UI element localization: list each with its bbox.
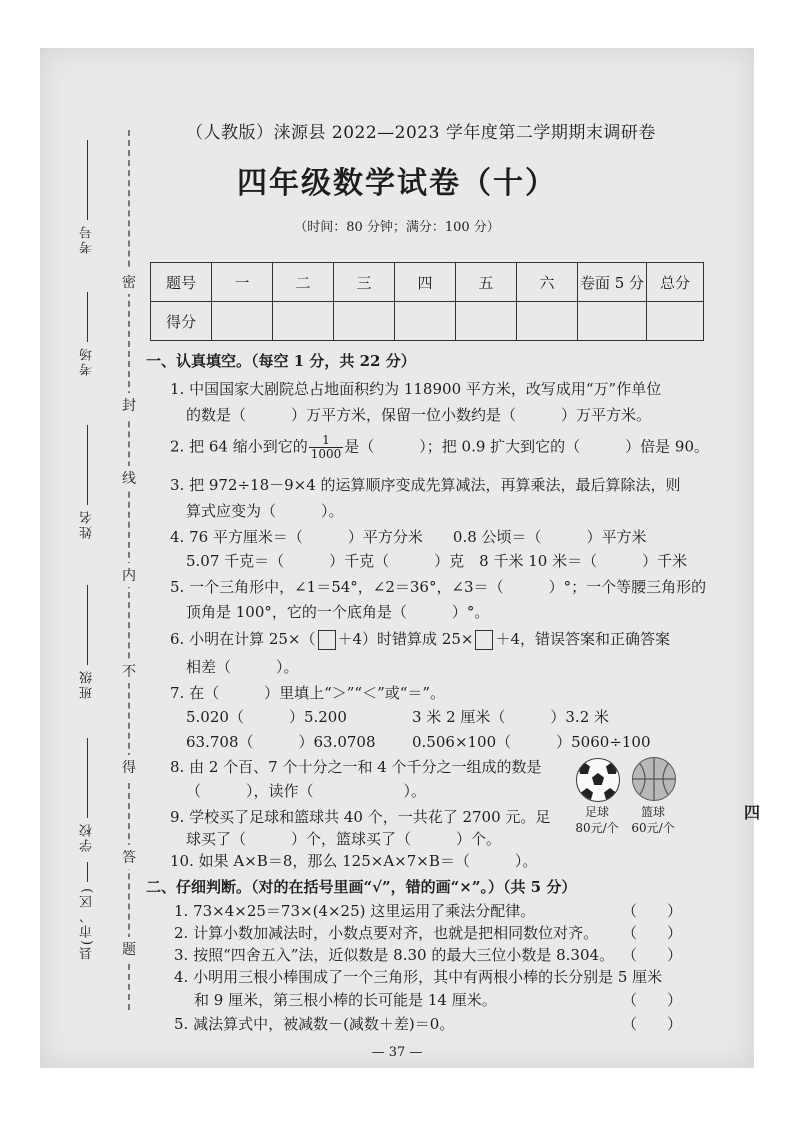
seal-char: 不: [122, 659, 136, 683]
side-field-exam-room: 考场: [78, 292, 97, 376]
question-text: 是（ ）；把 0.9 扩大到它的（ ）倍是 90。: [344, 437, 710, 456]
blank-box: [318, 630, 336, 650]
time-note: （时间：80 分钟；满分：100 分）: [294, 220, 500, 235]
table-cell: 二: [273, 263, 334, 302]
table-cell: 一: [212, 263, 273, 302]
blank-box: [475, 630, 493, 650]
answer-paren[interactable]: （ ）: [622, 1015, 683, 1033]
judgement-item: 3. 按照“四舍五入”法，近似数是 8.30 的最大三位小数是 8.304。: [174, 946, 615, 964]
score-input-cell[interactable]: [212, 302, 273, 341]
score-table-score-row: [151, 302, 704, 341]
question-line: 5.020（ ）5.200: [186, 708, 347, 726]
question-line: 4. 76 平方厘米＝（ ）平方分米 0.8 公顷＝（ ）平方米: [170, 528, 647, 546]
side-field-class: 班级: [78, 585, 97, 699]
exam-title: 四年级数学试卷（十）: [237, 166, 557, 201]
question-line: 8. 由 2 个百、7 个十分之一和 4 个千分之一组成的数是: [170, 758, 542, 776]
table-cell: 四: [395, 263, 456, 302]
question-line: 算式应变为（ ）。: [186, 502, 344, 520]
side-field-school: 学校: [78, 738, 97, 852]
answer-paren[interactable]: （ ）: [622, 924, 683, 942]
section-heading-fill-blanks: 一、认真填空。（每空 1 分，共 22 分）: [146, 352, 416, 370]
soccer-price: 80元/个: [575, 821, 619, 835]
table-cell: 得分: [151, 302, 212, 341]
soccer-caption: [567, 804, 627, 836]
question-line: 63.708（ ）63.0708: [186, 733, 376, 751]
question-line: 3. 把 972÷18－9×4 的运算顺序变成先算减法，再算乘法，最后算除法，则: [170, 476, 681, 494]
seal-char: 得: [122, 755, 136, 779]
basketball-caption: [623, 804, 683, 836]
table-cell: 五: [456, 263, 517, 302]
side-field-name: 姓名: [78, 425, 97, 539]
question-line: 5. 一个三角形中，∠1＝54°，∠2＝36°，∠3＝（ ）°；一个等腰三角形的: [170, 578, 707, 596]
question-line: 的数是（ ）万平方米，保留一位小数约是（ ）万平方米。: [186, 406, 652, 424]
soccer-name: 足球: [584, 805, 609, 819]
answer-paren[interactable]: （ ）: [622, 946, 683, 964]
question-line: 顶角是 100°，它的一个底角是（ ）°。: [186, 603, 490, 621]
score-input-cell[interactable]: [517, 302, 578, 341]
score-input-cell[interactable]: [578, 302, 647, 341]
score-input-cell[interactable]: [647, 302, 704, 341]
edge-char: 四: [744, 803, 761, 822]
basketball-icon: [632, 757, 676, 801]
table-cell: 三: [334, 263, 395, 302]
question-line: 0.506×100（ ）5060÷100: [412, 733, 651, 751]
fraction: [309, 434, 344, 461]
judgement-item: 5. 减法算式中，被减数－(减数＋差)＝0。: [174, 1015, 455, 1033]
table-cell: 总分: [647, 263, 704, 302]
score-input-cell[interactable]: [456, 302, 517, 341]
page-number: — 37 —: [371, 1045, 423, 1060]
seal-char: 封: [122, 393, 136, 417]
side-field-county: 县(市、区): [78, 862, 97, 960]
side-field-exam-number: 考号: [78, 140, 97, 254]
question-line: 7. 在（ ）里填上“＞”“＜”或“＝”。: [170, 684, 446, 702]
basketball-name: 篮球: [640, 805, 665, 819]
question-line: 5.07 千克＝（ ）千克（ ）克 8 千米 10 米＝（ ）千米: [186, 552, 688, 570]
score-input-cell[interactable]: [395, 302, 456, 341]
answer-paren[interactable]: （ ）: [622, 991, 683, 1009]
question-text: 2. 把 64 缩小到它的: [170, 437, 308, 456]
fraction-numerator: 1: [309, 434, 344, 448]
judgement-item: 4. 小明用三根小棒围成了一个三角形，其中有两根小棒的长分别是 5 厘米: [174, 968, 663, 986]
question-line: 9. 学校买了足球和篮球共 40 个，一共花了 2700 元。足: [170, 808, 551, 826]
basketball-price: 60元/个: [631, 821, 675, 835]
soccer-ball-icon: [576, 758, 620, 802]
question-line: [170, 434, 709, 461]
question-text: ＋4）时错算成 25×: [337, 630, 474, 648]
question-text: 6. 小明在计算 25×（: [170, 630, 316, 648]
table-cell: 卷面 5 分: [578, 263, 647, 302]
seal-char: 题: [122, 937, 136, 961]
question-line: 相差（ ）。: [186, 658, 299, 676]
question-line: 球买了（ ）个，篮球买了（ ）个。: [186, 830, 502, 848]
question-line: 1. 中国国家大剧院总占地面积约为 118900 平方米，改写成用“万”作单位: [170, 380, 662, 398]
section-heading-judgement: 二、仔细判断。（对的在括号里画“√”，错的画“×”。）（共 5 分）: [146, 878, 577, 896]
seal-char: 内: [122, 563, 136, 587]
seal-char: 答: [122, 845, 136, 869]
question-line: [170, 628, 670, 650]
question-line: （ ），读作（ ）。: [186, 782, 427, 800]
score-table-header-row: [151, 263, 704, 302]
judgement-item-continued: 和 9 厘米，第三根小棒的长可能是 14 厘米。: [194, 991, 497, 1009]
question-line: 3 米 2 厘米（ ）3.2 米: [412, 708, 610, 726]
seal-char: 线: [122, 466, 136, 490]
answer-paren[interactable]: （ ）: [622, 902, 683, 920]
table-cell: 六: [517, 263, 578, 302]
judgement-item: 2. 计算小数加减法时，小数点要对齐，也就是把相同数位对齐。: [174, 924, 599, 942]
seal-char: 密: [122, 270, 136, 294]
fraction-denominator: 1000: [310, 447, 342, 461]
score-input-cell[interactable]: [273, 302, 334, 341]
score-table: [150, 262, 704, 341]
exam-subtitle: （人教版）涞源县 2022—2023 学年度第二学期期末调研卷: [186, 123, 656, 143]
score-input-cell[interactable]: [334, 302, 395, 341]
table-cell: 题号: [151, 263, 212, 302]
question-text: ＋4，错误答案和正确答案: [495, 630, 671, 648]
judgement-item: 1. 73×4×25＝73×(4×25) 这里运用了乘法分配律。: [174, 902, 536, 920]
question-line: 10. 如果 A×B＝8，那么 125×A×7×B＝（ ）。: [170, 852, 538, 870]
